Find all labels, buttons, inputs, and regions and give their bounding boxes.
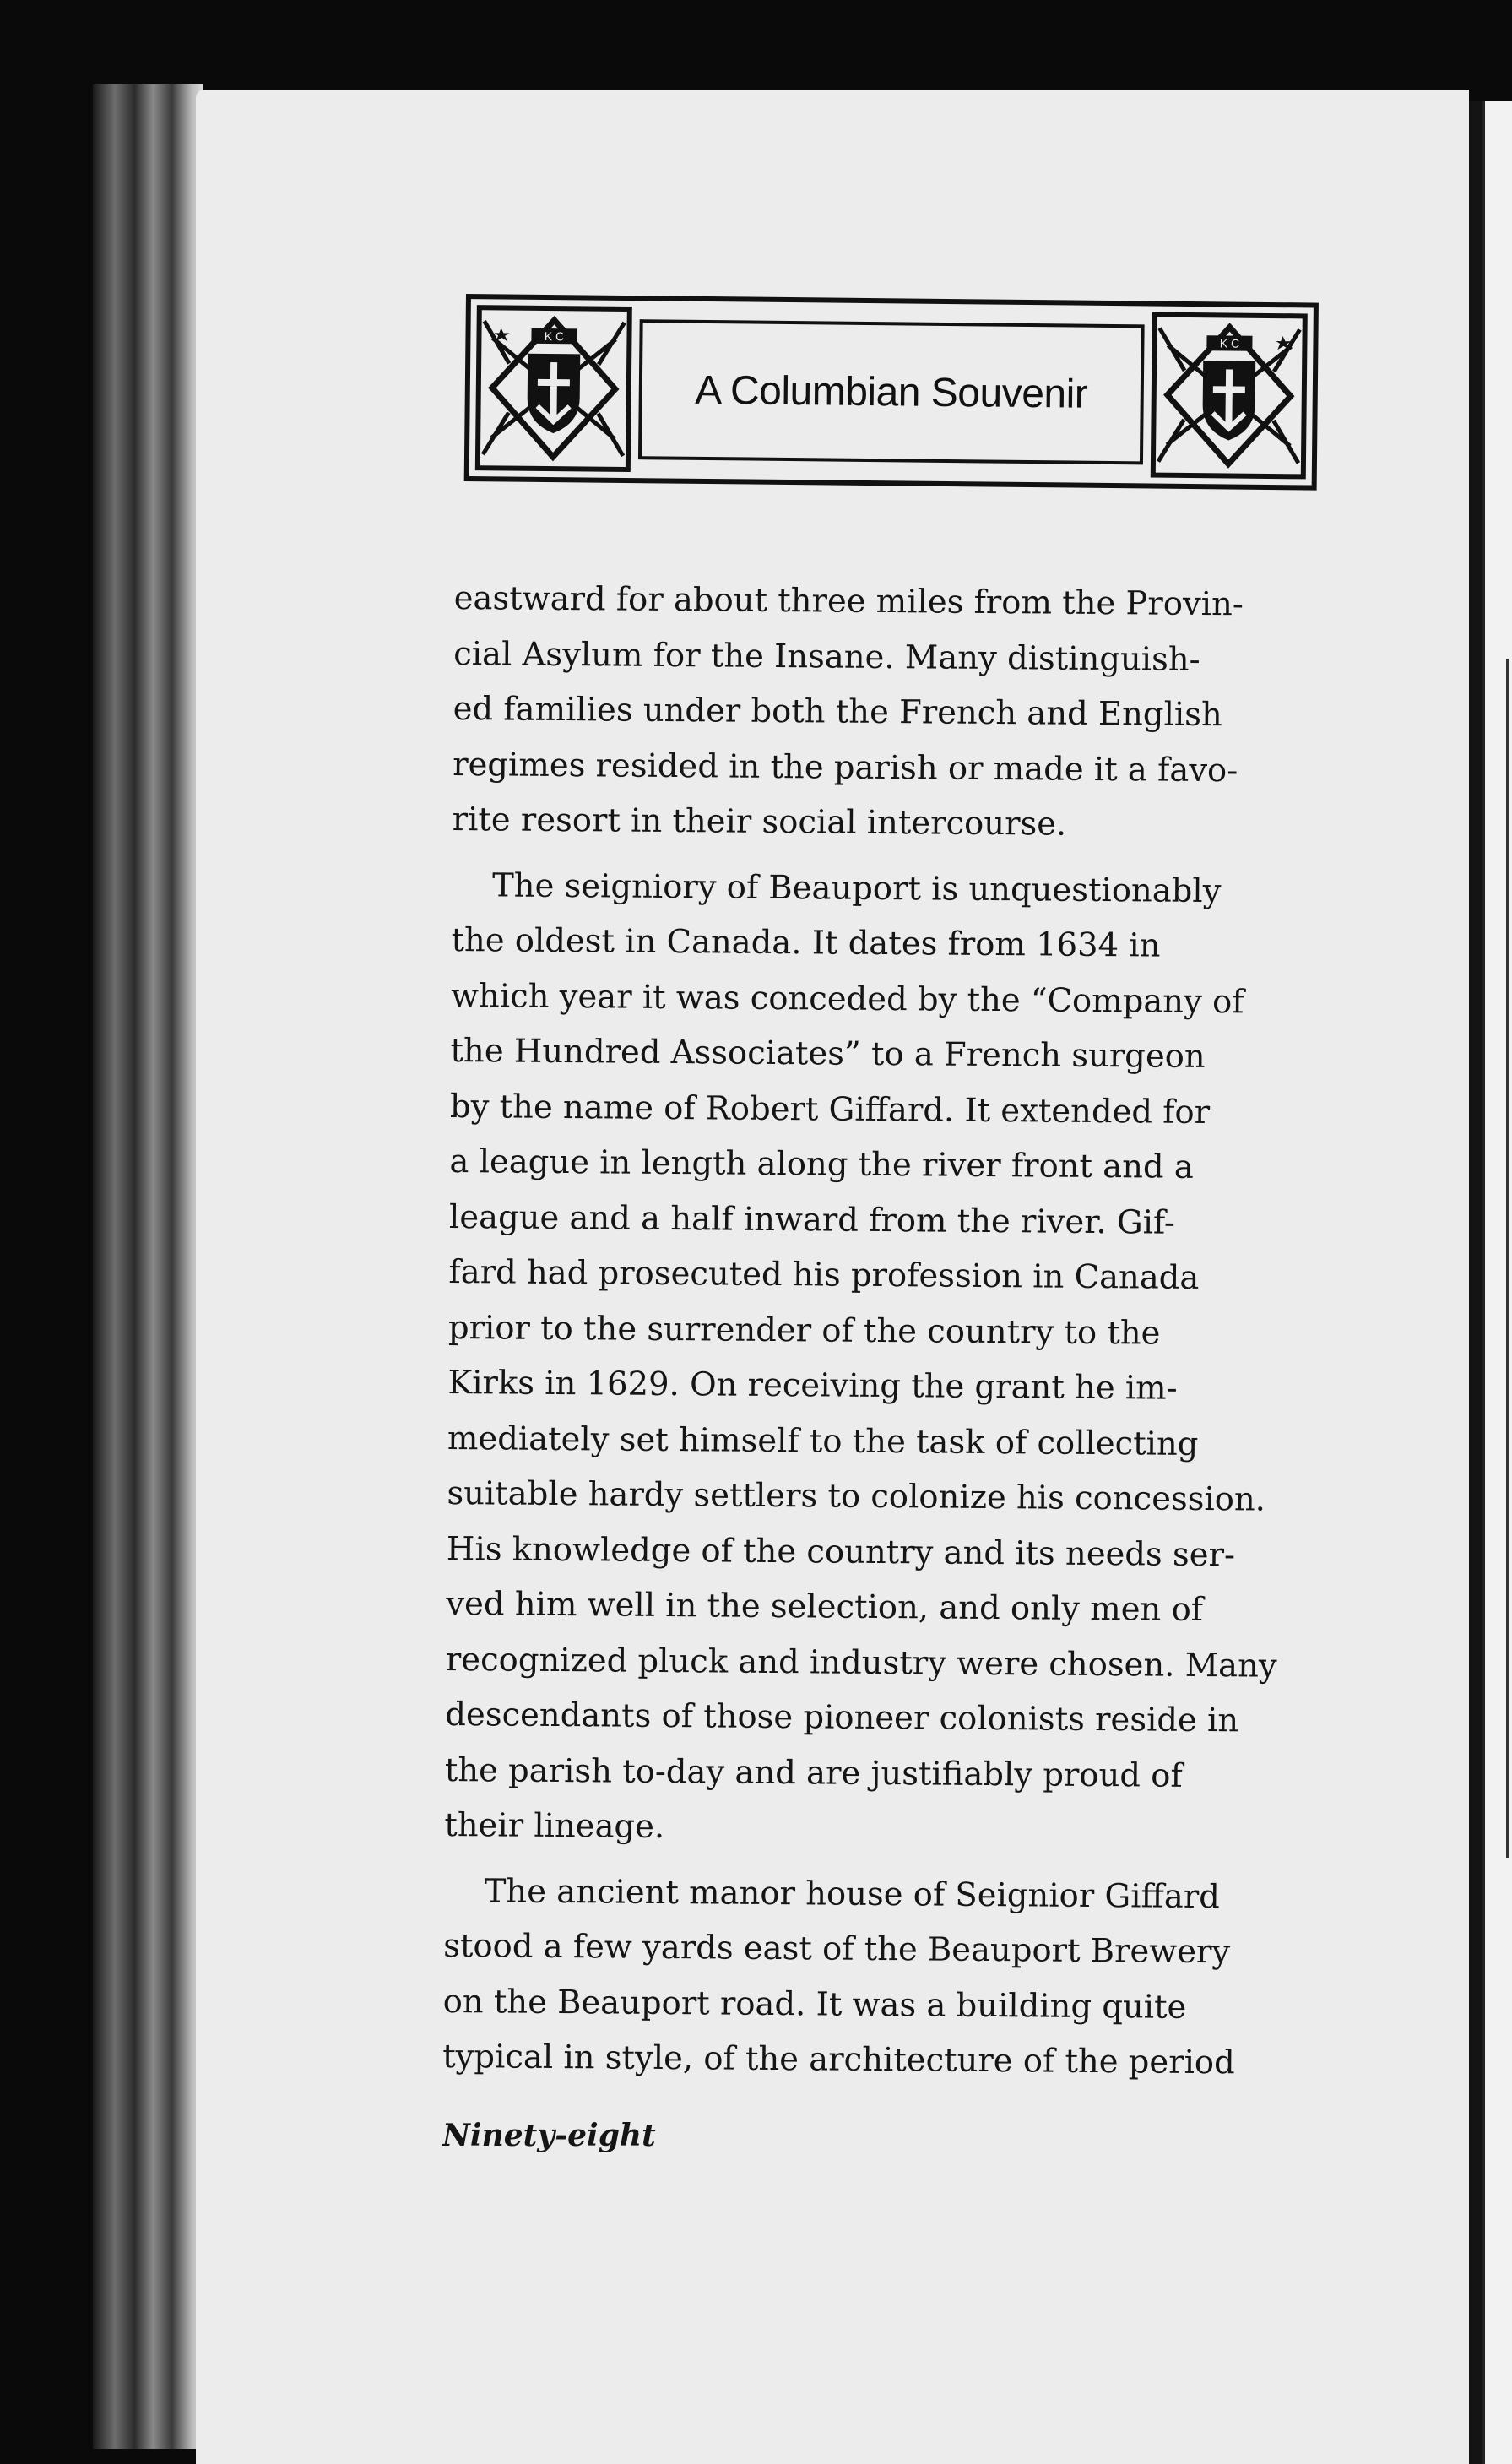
text-line: on the Beauport road. It was a building quite bbox=[442, 1982, 1187, 2027]
paragraph bbox=[452, 571, 1324, 855]
text-line: mediately set himself to the task of collecting bbox=[447, 1419, 1199, 1463]
text-line: The ancient manor house of Seignior Giffard bbox=[484, 1871, 1221, 1916]
text-line: the Hundred Associates” to a French surgeon bbox=[450, 1031, 1206, 1077]
header-title: A Columbian Souvenir bbox=[695, 367, 1088, 417]
text-line: descendants of those pioneer colonists reside in bbox=[445, 1695, 1239, 1740]
text-line: by the name of Robert Giffard. It extended for bbox=[449, 1087, 1211, 1132]
svg-text:K C: K C bbox=[544, 328, 565, 344]
text-line: regimes resided in the parish or made it a favo- bbox=[453, 745, 1238, 790]
svg-text:K C: K C bbox=[1219, 336, 1240, 350]
text-line: Kirks in 1629. On receiving the grant he im- bbox=[447, 1363, 1178, 1408]
text-line: the parish to-day and are justifiably proud of bbox=[444, 1750, 1183, 1795]
text-line: which year it was conceded by the “Company of bbox=[450, 976, 1244, 1021]
page-gutter bbox=[1469, 101, 1482, 2464]
text-line: stood a few yards east of the Beauport Brewery bbox=[443, 1926, 1231, 1972]
text-line: eastward for about three miles from the Provin- bbox=[453, 578, 1244, 624]
kofc-emblem-icon bbox=[1150, 312, 1309, 480]
text-line: a league in length along the river front and a bbox=[449, 1142, 1194, 1186]
text-line: rite resort in their social intercourse. bbox=[452, 800, 1067, 844]
text-line: their lineage. bbox=[444, 1805, 665, 1847]
text-line: His knowledge of the country and its needs ser- bbox=[446, 1529, 1236, 1574]
facing-page-rule bbox=[1506, 659, 1509, 1858]
paragraph bbox=[444, 857, 1321, 1859]
text-line: prior to the surrender of the country to the bbox=[447, 1308, 1161, 1353]
text-line: fard had prosecuted his profession in Canada bbox=[448, 1252, 1200, 1297]
paragraph bbox=[442, 1863, 1314, 2091]
text-line: ved him well in the selection, and only men of bbox=[446, 1584, 1204, 1630]
body-text bbox=[442, 571, 1324, 2092]
text-line: the oldest in Canada. It dates from 1634 in bbox=[451, 920, 1161, 965]
header-title-frame bbox=[638, 319, 1145, 464]
text-line: The seigniory of Beauport is unquestionably bbox=[491, 866, 1222, 910]
text-line: suitable hardy settlers to colonize his concession. bbox=[447, 1474, 1266, 1519]
text-line: league and a half inward from the river. Gif- bbox=[448, 1197, 1176, 1242]
text-line: cial Asylum for the Insane. Many distinguish- bbox=[453, 634, 1200, 679]
text-line: typical in style, of the architecture of the period bbox=[442, 2037, 1235, 2082]
running-header bbox=[464, 294, 1319, 491]
text-line: recognized pluck and industry were chosen. Many bbox=[445, 1640, 1277, 1685]
book-spine bbox=[93, 84, 203, 2449]
text-line: ed families under both the French and English bbox=[453, 689, 1222, 735]
page-number: Ninety-eight bbox=[442, 2118, 656, 2153]
kofc-emblem-icon bbox=[474, 304, 633, 473]
